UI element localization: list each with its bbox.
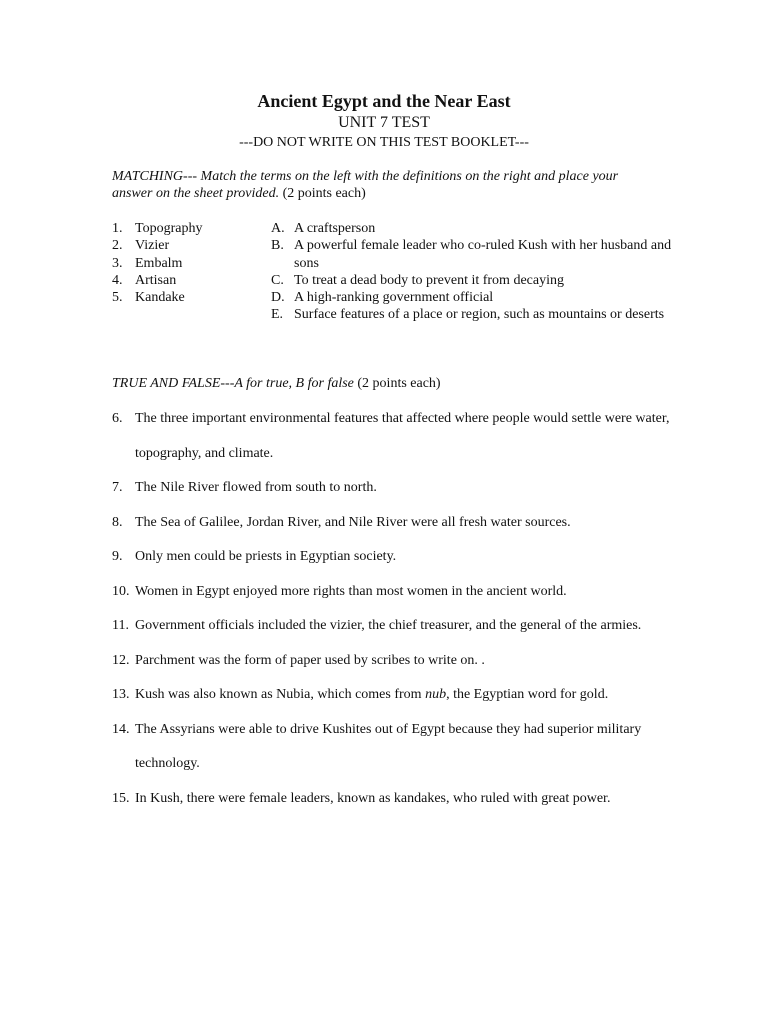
- question-text: The Nile River flowed from south to north.: [135, 480, 377, 495]
- matching-instructions-text: MATCHING--- Match the terms on the left with the definitions on the right and place your answer on the sheet provided.: [112, 169, 619, 201]
- term-number: 5.: [112, 290, 123, 306]
- term-text: Embalm: [135, 255, 183, 271]
- definition-item: [271, 272, 691, 289]
- question-number: 7.: [112, 480, 123, 495]
- page-title: Ancient Egypt and the Near East: [257, 91, 511, 111]
- term-text: Kandake: [135, 290, 185, 306]
- true-false-points: (2 points each): [353, 376, 441, 391]
- question-text: In Kush, there were female leaders, known as kandakes, who ruled with great power.: [135, 790, 611, 806]
- question-text-part: , the Egyptian word for gold.: [446, 687, 609, 702]
- question-number: 8.: [112, 514, 123, 530]
- term-item: [112, 289, 272, 306]
- question-item: [112, 471, 692, 506]
- matching-definitions-list: [271, 220, 691, 324]
- question-number: 14.: [112, 721, 130, 737]
- term-text: Topography: [135, 221, 203, 236]
- definition-letter: B.: [271, 238, 284, 254]
- question-text: Only men could be priests in Egyptian society.: [135, 549, 397, 564]
- true-false-questions: [112, 402, 692, 816]
- question-number: 15.: [112, 790, 130, 806]
- question-item: [112, 575, 692, 610]
- question-item: [112, 782, 692, 817]
- question-item: [112, 402, 692, 471]
- question-number: 10.: [112, 583, 130, 599]
- question-text: The Sea of Galilee, Jordan River, and Nile River were all fresh water sources.: [135, 514, 571, 530]
- definition-item: [271, 237, 691, 272]
- definition-text: A powerful female leader who co-ruled Kush with her husband and sons: [294, 238, 672, 271]
- question-text: The Assyrians were able to drive Kushites out of Egypt because they had superior military technology.: [135, 721, 642, 771]
- question-text: The three important environmental features that affected where people would settle were water, topography, and climate.: [135, 411, 670, 461]
- definition-text: Surface features of a place or region, such as mountains or deserts: [294, 307, 665, 323]
- term-item: [112, 272, 272, 289]
- term-item: [112, 237, 272, 254]
- term-text: Vizier: [135, 238, 170, 254]
- true-false-heading: [112, 376, 441, 392]
- term-item: [112, 220, 272, 237]
- definition-text: A high-ranking government official: [294, 290, 494, 306]
- definition-letter: E.: [271, 307, 284, 323]
- true-false-heading-text: TRUE AND FALSE---A for true, B for false: [112, 376, 354, 391]
- question-number: 13.: [112, 687, 130, 702]
- matching-terms-list: [112, 220, 272, 306]
- page-subtitle: UNIT 7 TEST: [338, 114, 430, 131]
- definition-text: To treat a dead body to prevent it from decaying: [294, 272, 564, 288]
- question-text-part: Kush was also known as Nubia, which comes from: [135, 687, 426, 702]
- notice-text: ---DO NOT WRITE ON THIS TEST BOOKLET---: [239, 135, 529, 150]
- definition-letter: A.: [271, 221, 285, 236]
- definition-item: [271, 220, 691, 237]
- definition-item: [271, 289, 691, 306]
- term-number: 3.: [112, 255, 123, 271]
- question-item: [112, 540, 692, 575]
- question-item: [112, 609, 692, 644]
- question-number: 12.: [112, 652, 130, 668]
- definition-letter: C.: [271, 272, 284, 288]
- term-number: 4.: [112, 272, 123, 288]
- term-number: 1.: [112, 221, 123, 236]
- question-text-italic: nub: [425, 687, 447, 702]
- question-item: [112, 713, 692, 782]
- question-item: [112, 506, 692, 541]
- definition-letter: D.: [271, 290, 285, 306]
- question-text: Women in Egypt enjoyed more rights than most women in the ancient world.: [135, 583, 567, 599]
- matching-instructions: [112, 168, 652, 202]
- question-item: [112, 678, 692, 713]
- question-number: 9.: [112, 549, 123, 564]
- question-number: 11.: [112, 618, 129, 633]
- definition-item: [271, 306, 691, 323]
- term-text: Artisan: [135, 272, 177, 288]
- term-number: 2.: [112, 238, 123, 254]
- definition-text: A craftsperson: [294, 221, 376, 236]
- question-number: 6.: [112, 411, 123, 426]
- question-item: [112, 644, 692, 679]
- matching-points: (2 points each): [279, 186, 366, 201]
- question-text: [135, 678, 692, 713]
- question-text: Parchment was the form of paper used by scribes to write on. .: [135, 652, 485, 668]
- question-text: Government officials included the vizier, the chief treasurer, and the general of the armies.: [135, 618, 642, 633]
- term-item: [112, 255, 272, 272]
